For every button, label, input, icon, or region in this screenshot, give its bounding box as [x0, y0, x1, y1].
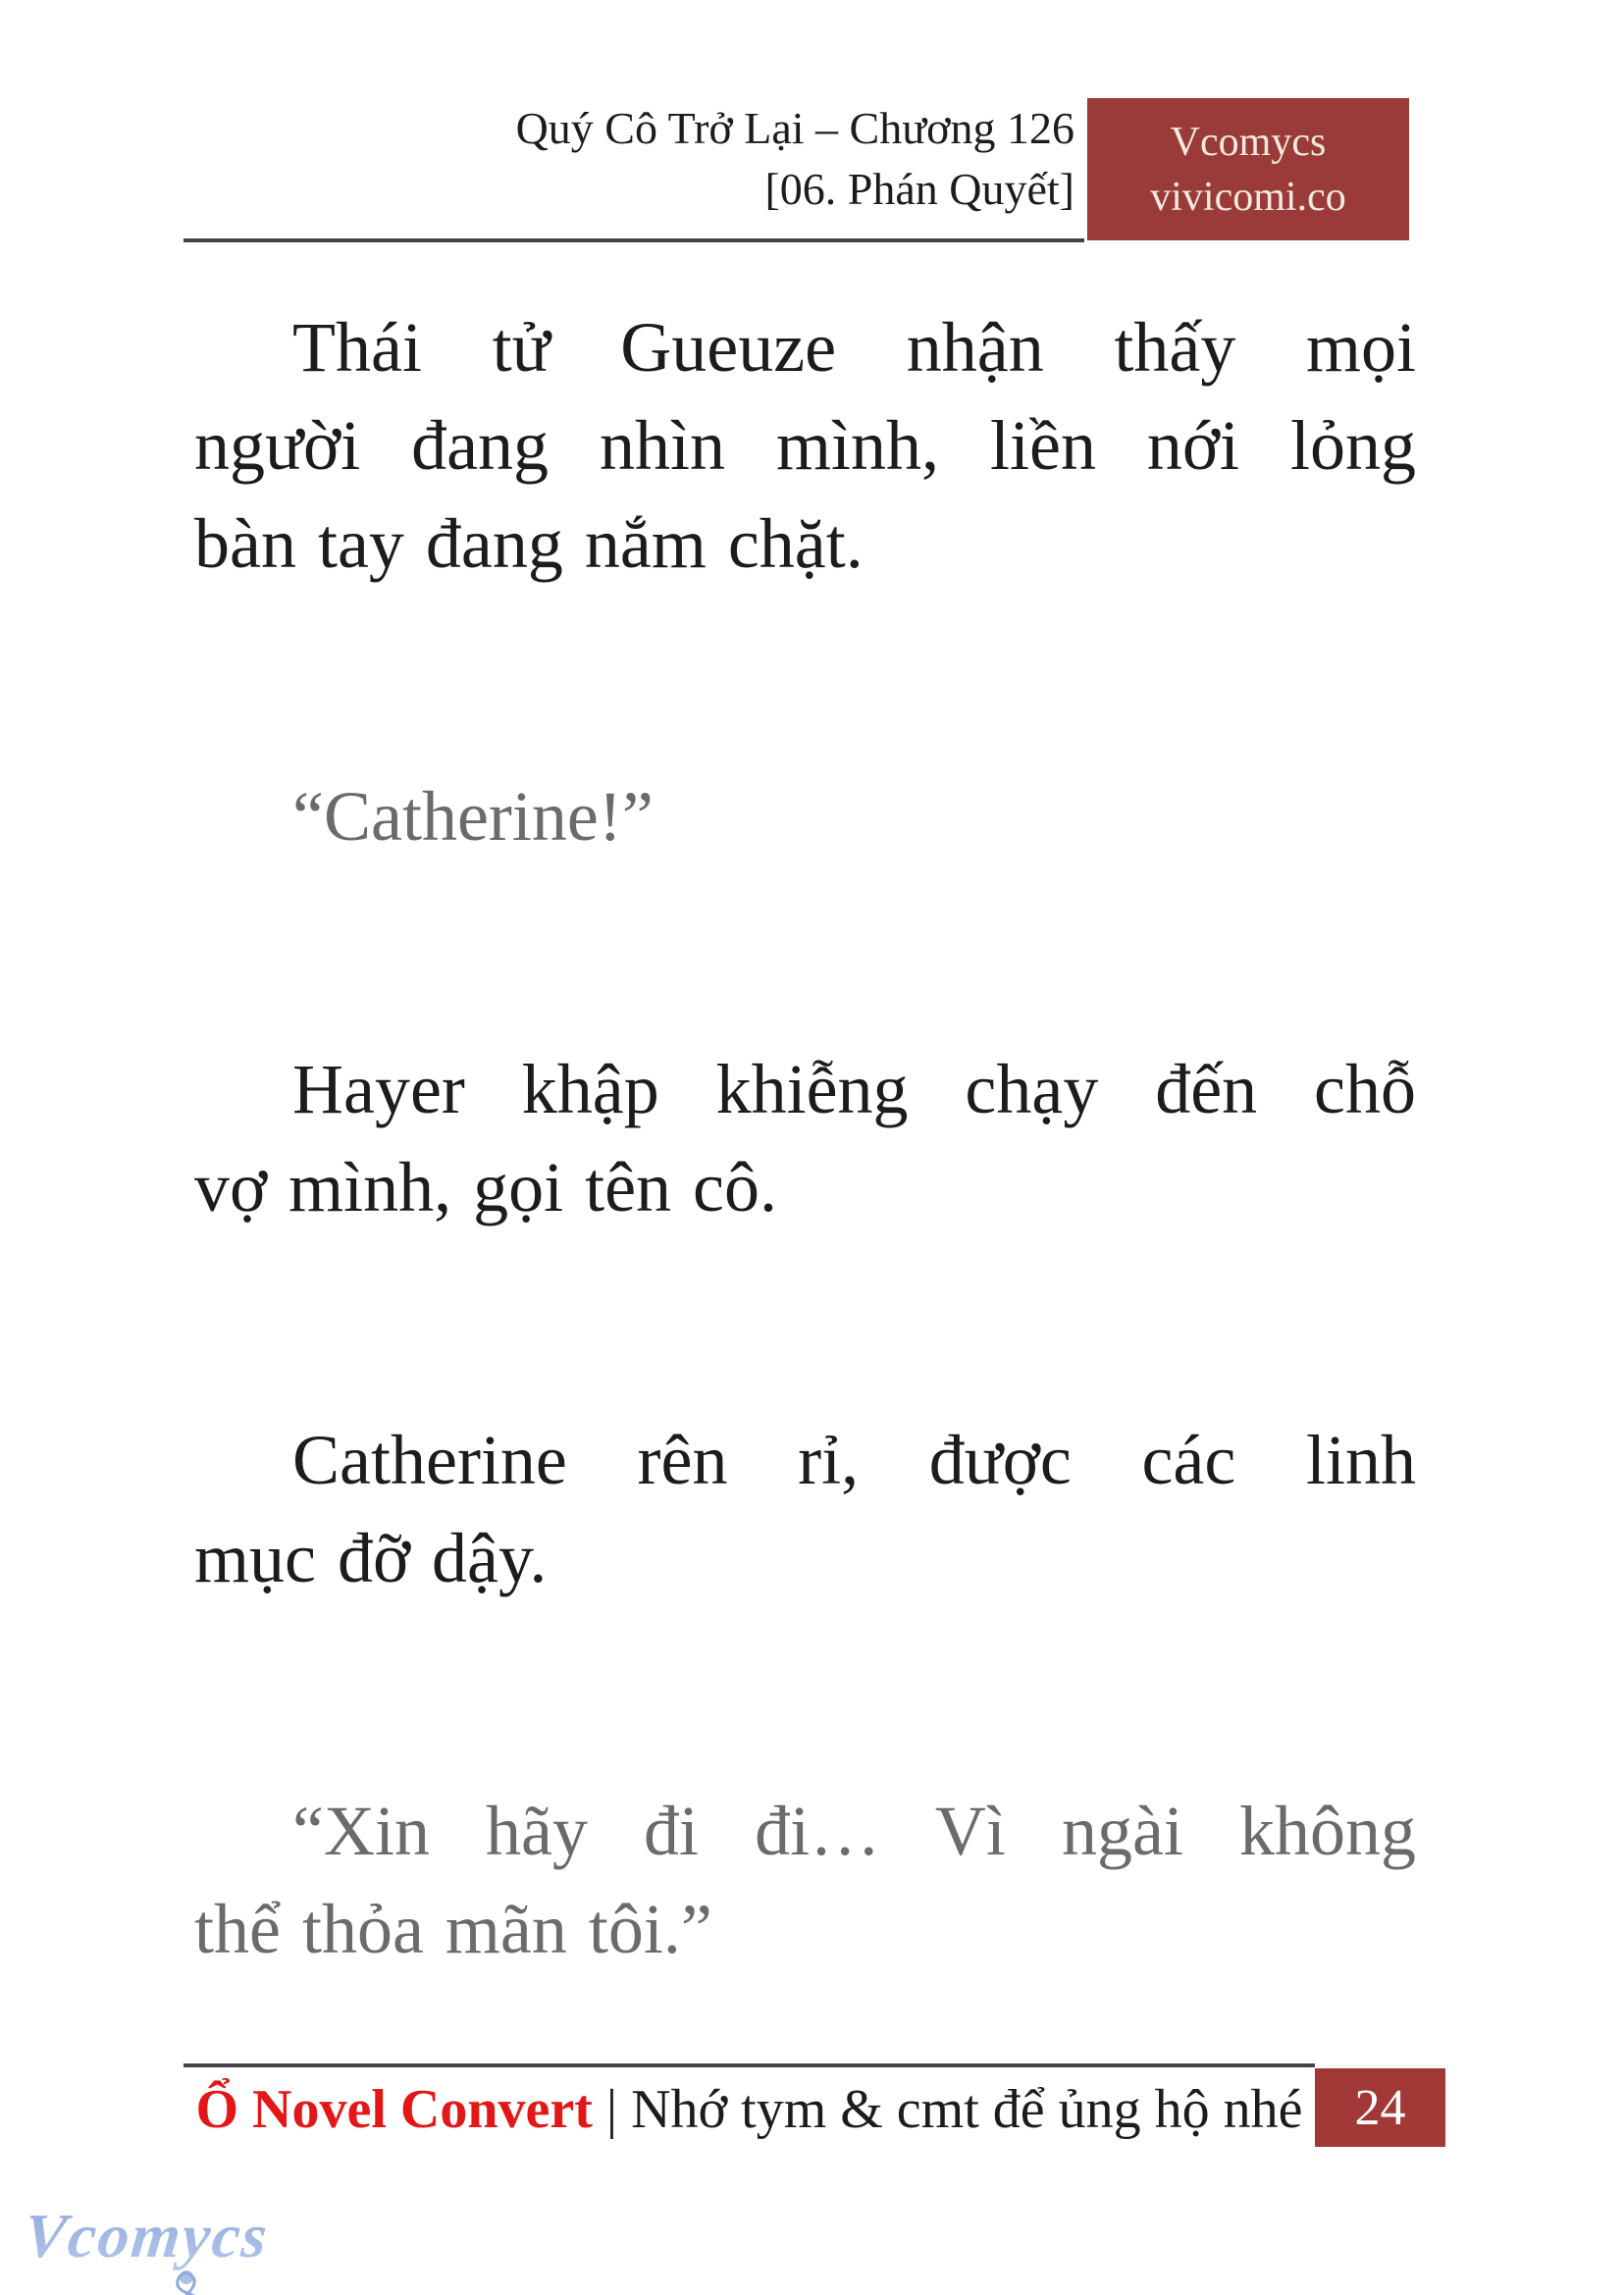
text-line: Catherine rên rỉ, được các linh: [292, 1421, 1416, 1499]
footer-brand: Ổ Novel Convert: [195, 2079, 593, 2140]
brand-name: Vcomycs: [1170, 119, 1327, 165]
header-title: Quý Cô Trở Lại – Chương 126: [515, 103, 1074, 153]
text-line: thể thỏa mãn tôi.”: [194, 1890, 712, 1968]
footer-note: Nhớ tym & cmt để ủng hộ nhé: [631, 2079, 1303, 2140]
text-line: người đang nhìn mình, liền nới lỏng: [194, 406, 1416, 485]
footer-divider: [183, 2063, 1315, 2067]
text-line: mục đỡ dậy.: [194, 1519, 548, 1597]
paragraph: [194, 1782, 1416, 1978]
paragraph: [194, 298, 1416, 593]
brand-site: vivicomi.co: [1150, 174, 1346, 220]
text-line: vợ mình, gọi tên cô.: [194, 1148, 778, 1226]
text-line: Hayer khập khiễng chạy đến chỗ: [292, 1050, 1416, 1128]
page-number-badge: [1315, 2068, 1445, 2147]
text-line: bàn tay đang nắm chặt.: [194, 504, 864, 583]
page-number: 24: [1354, 2079, 1406, 2136]
text-line: “Xin hãy đi đi… Vì ngài không: [292, 1792, 1416, 1870]
text-line: “Catherine!”: [292, 777, 654, 856]
paragraph: [194, 1040, 1416, 1236]
header-chapter-subtitle: [06. Phán Quyết]: [764, 164, 1074, 214]
page-body: [194, 298, 1416, 1978]
text-line: Thái tử Gueuze nhận thấy mọi: [292, 308, 1416, 387]
vcomycs-watermark-logo: [21, 2200, 273, 2272]
brand-box: [1087, 98, 1409, 240]
paragraph: [194, 767, 1416, 865]
watermark-wordmark: Vcomycs: [21, 2201, 273, 2270]
paragraph: [194, 1411, 1416, 1607]
header-divider: [183, 238, 1084, 242]
page-header: [516, 98, 1074, 220]
footer-separator: |: [605, 2079, 618, 2140]
page-footer: [183, 2074, 1315, 2145]
flower-flourish-icon: [140, 2261, 248, 2295]
